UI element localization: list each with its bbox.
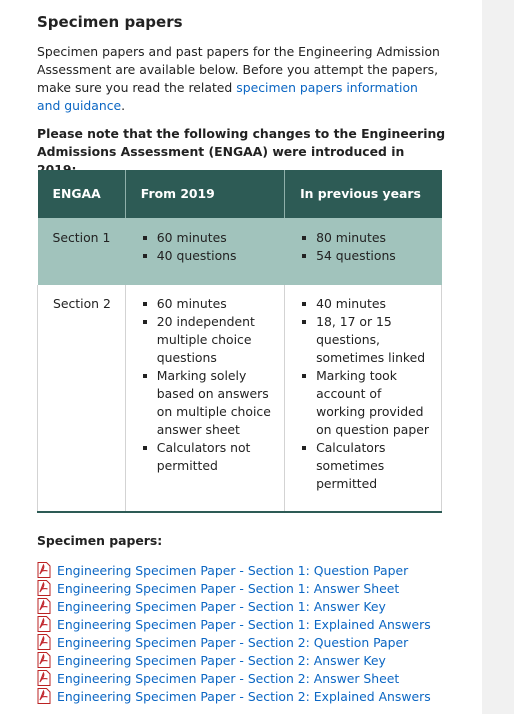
table-header-previous-years: In previous years [285, 170, 442, 218]
section-cell: Section 2 [38, 285, 126, 512]
specimen-link[interactable]: Engineering Specimen Paper - Section 2: Answer Sheet [57, 670, 400, 686]
table-row-section-1 [38, 218, 442, 285]
list-item [37, 687, 431, 705]
from-2019-cell [125, 285, 284, 512]
specimen-link[interactable]: Engineering Specimen Paper - Section 2: Answer Key [57, 652, 386, 668]
list-item: Calculators not permitted [157, 439, 276, 475]
table-header-from-2019: From 2019 [125, 170, 284, 218]
intro-text: Specimen papers and past papers for the Engineering Admission Assessment are available below. Before you attempt the papers, make sure you read the related [37, 44, 440, 95]
specimen-link[interactable]: Engineering Specimen Paper - Section 1: Question Paper [57, 562, 409, 578]
right-sidebar-panel [482, 0, 514, 714]
table-header-row [38, 170, 442, 218]
list-item: 60 minutes [157, 295, 276, 313]
pdf-icon [37, 616, 51, 632]
list-item [37, 615, 431, 633]
specimen-link[interactable]: Engineering Specimen Paper - Section 1: Answer Sheet [57, 580, 400, 596]
list-item [37, 669, 431, 687]
list-item: 54 questions [316, 247, 433, 265]
guidance-link[interactable]: specimen papers information and guidance [37, 80, 418, 113]
table-row-section-2 [38, 285, 442, 512]
intro-paragraph [37, 43, 442, 115]
section-cell: Section 1 [38, 218, 126, 285]
specimen-papers-heading: Specimen papers: [37, 533, 163, 548]
pdf-icon [37, 652, 51, 668]
list-item [37, 633, 431, 651]
pdf-icon [37, 580, 51, 596]
list-item: 80 minutes [316, 229, 433, 247]
list-item: 60 minutes [157, 229, 276, 247]
specimen-link[interactable]: Engineering Specimen Paper - Section 1: Answer Key [57, 598, 386, 614]
changes-note: Please note that the following changes to the Engineering Admissions Assessment (ENGAA) were introduced in [37, 126, 446, 159]
list-item [37, 561, 431, 579]
specimen-link[interactable]: Engineering Specimen Paper - Section 1: Explained Answers [57, 616, 431, 632]
list-item: Marking took account of working provided on question paper [316, 367, 433, 439]
previous-years-cell [285, 218, 442, 285]
specimen-link[interactable]: Engineering Specimen Paper - Section 2: Explained Answers [57, 688, 431, 704]
from-2019-cell [125, 218, 284, 285]
list-item: 18, 17 or 15 questions, sometimes linked [316, 313, 433, 367]
engaa-changes-table [37, 170, 442, 513]
pdf-icon [37, 598, 51, 614]
table-header-engaa: ENGAA [38, 170, 126, 218]
intro-text-end: . [121, 98, 126, 113]
pdf-icon [37, 670, 51, 686]
list-item: Calculators sometimes permitted [316, 439, 433, 493]
list-item: Marking solely based on answers on multiple choice answer sheet [157, 367, 276, 439]
pdf-icon [37, 634, 51, 650]
list-item: 20 independent multiple choice questions [157, 313, 276, 367]
specimen-link[interactable]: Engineering Specimen Paper - Section 2: Question Paper [57, 634, 409, 650]
previous-years-cell [285, 285, 442, 512]
specimen-papers-list [37, 561, 431, 705]
page-title: Specimen papers [37, 13, 183, 31]
pdf-icon [37, 562, 51, 578]
list-item [37, 651, 431, 669]
list-item [37, 579, 431, 597]
list-item: 40 minutes [316, 295, 433, 313]
list-item: 40 questions [157, 247, 276, 265]
pdf-icon [37, 688, 51, 704]
list-item [37, 597, 431, 615]
